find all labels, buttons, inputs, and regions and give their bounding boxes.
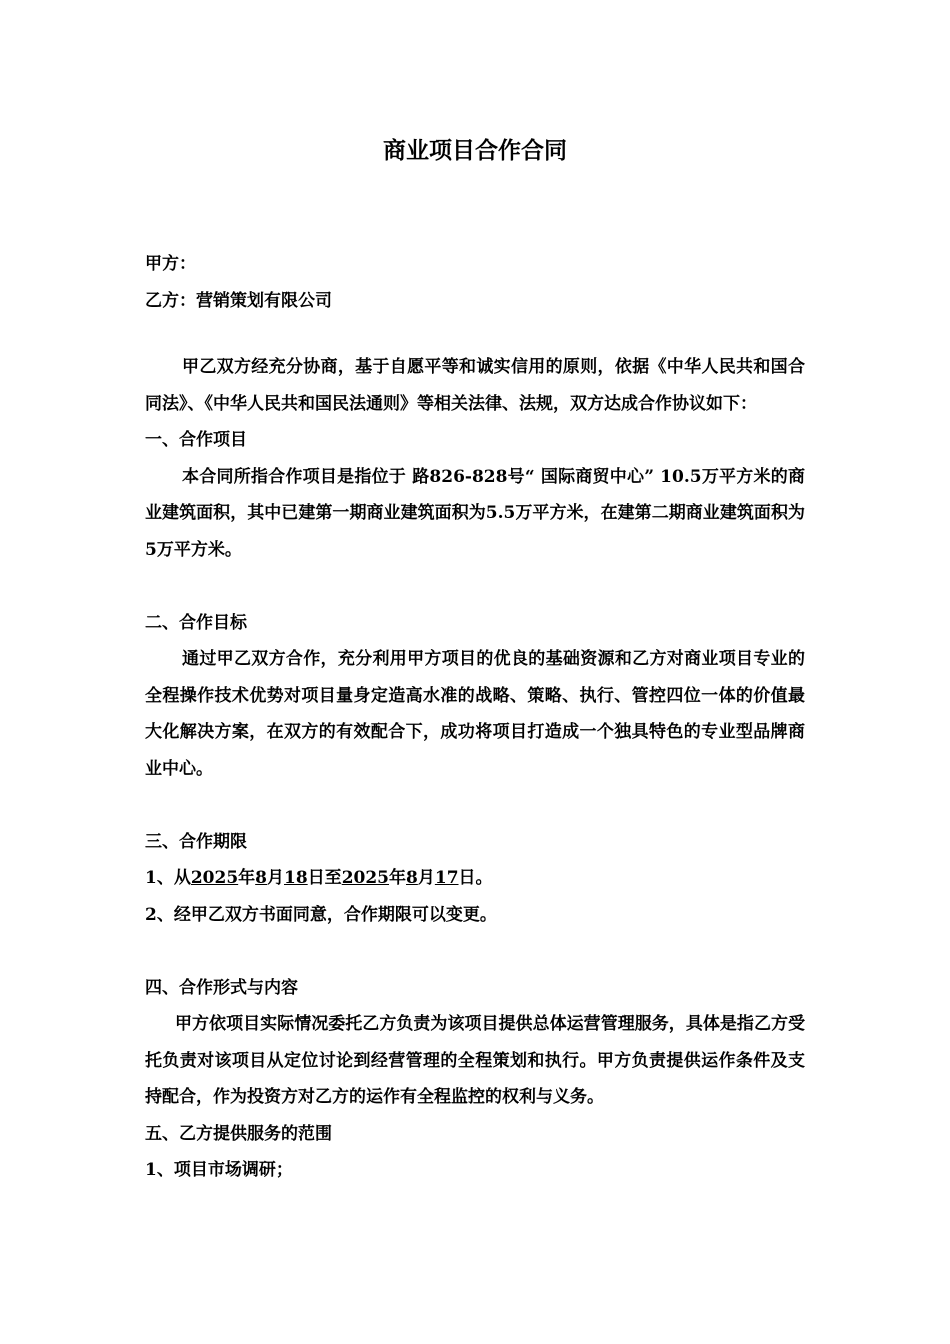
section-4-paragraph: 甲方依项目实际情况委托乙方负责为该项目提供总体运营管理服务，具体是指乙方受托负责对该项目从定位讨论到经营管理的全程策划和执行。甲方负责提供运作条件及支持配合，作为投资方对乙方的运作有全程监控的权利与义务。 <box>145 1014 805 1107</box>
spacer <box>145 933 805 970</box>
day-end-unit: 日。 <box>458 868 493 888</box>
end-month: 8 <box>406 868 418 888</box>
section-5-item-1: 1、项目市场调研； <box>145 1160 293 1180</box>
section-4-heading: 四、合作形式与内容 <box>145 977 298 998</box>
agreement-body <box>145 349 805 1189</box>
start-month: 8 <box>255 868 268 888</box>
section-3-heading: 三、合作期限 <box>145 831 247 852</box>
year-unit: 年 <box>389 868 407 888</box>
spacer <box>145 787 805 824</box>
day-to-unit: 日至 <box>307 868 342 888</box>
start-year: 2025 <box>190 868 239 888</box>
start-day: 18 <box>284 868 308 888</box>
section-1-paragraph: 本合同所指合作项目是指位于 路826-828号“ 国际商贸中心” 10.5万平方米的商业建筑面积，其中已建第一期商业建筑面积为5.5万平方米，在建第二期商业建筑面积为5万平方米。 <box>145 466 805 560</box>
spacer <box>145 568 805 605</box>
intro-paragraph: 甲乙双方经充分协商，基于自愿平等和诚实信用的原则，依据《中华人民共和国合同法》、《中华人民共和国民法通则》等相关法律、法规，双方达成合作协议如下： <box>145 357 805 414</box>
section-2-paragraph: 通过甲乙双方合作，充分利用甲方项目的优良的基础资源和乙方对商业项目专业的全程操作技术优势对项目量身定造高水准的战略、策略、执行、管控四位一体的价值最大化解决方案，在双方的有效配合下，成功将项目打造成一个独具特色的专业型品牌商业中心。 <box>145 649 805 779</box>
month-unit: 月 <box>417 868 435 888</box>
year-unit: 年 <box>238 868 256 888</box>
section-2-heading: 二、合作目标 <box>145 612 247 633</box>
month-unit: 月 <box>267 868 285 888</box>
end-year: 2025 <box>341 868 390 888</box>
section-1-heading: 一、合作项目 <box>145 430 247 450</box>
document-title: 商业项目合作合同 <box>383 138 567 164</box>
party-b-line: 乙方：营销策划有限公司 <box>145 290 332 311</box>
end-day: 17 <box>434 868 459 888</box>
parties-block <box>145 246 805 319</box>
party-a-line: 甲方： <box>145 254 196 274</box>
term-change-line: 2、经甲乙双方书面同意，合作期限可以变更。 <box>145 904 497 925</box>
term-prefix: 1、从 <box>145 868 191 888</box>
term-dates-line <box>145 860 805 897</box>
section-5-heading: 五、乙方提供服务的范围 <box>145 1123 332 1144</box>
